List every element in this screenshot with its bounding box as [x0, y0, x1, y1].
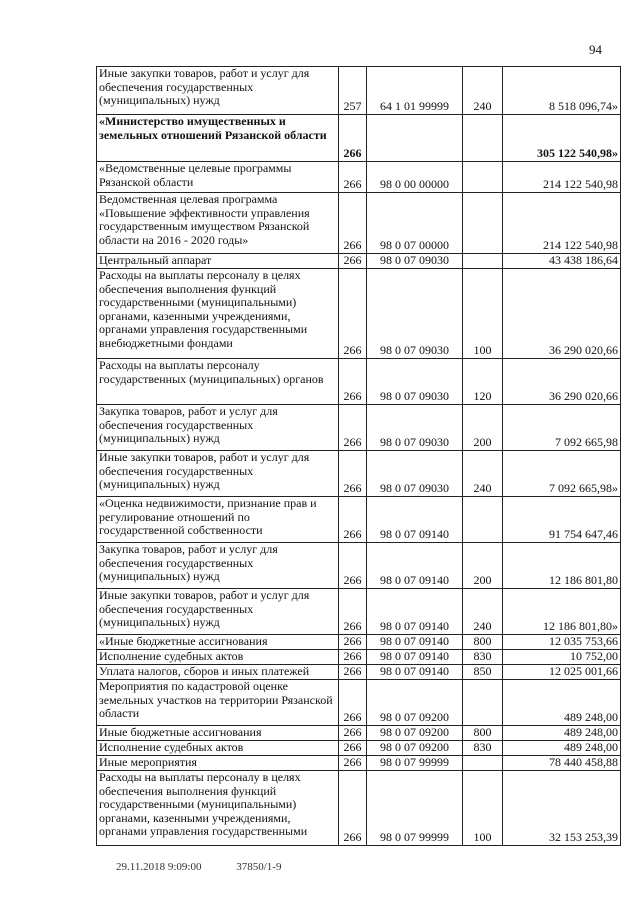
gr-cell: 266: [339, 726, 367, 741]
name-cell: Мероприятия по кадастровой оценке земельных участков на территории Рязанской области: [97, 680, 339, 726]
vr-cell: 850: [463, 665, 503, 680]
code-cell: 98 0 07 09030: [367, 269, 463, 359]
table-row: [97, 756, 621, 771]
code-cell: 98 0 07 09140: [367, 589, 463, 635]
code-cell: 98 0 07 09140: [367, 497, 463, 543]
gr-cell: 266: [339, 589, 367, 635]
gr-cell: 266: [339, 635, 367, 650]
sum-cell: 305 122 540,98»: [503, 115, 621, 162]
code-cell: 98 0 07 09140: [367, 650, 463, 665]
gr-cell: 266: [339, 650, 367, 665]
code-cell: [367, 115, 463, 162]
code-cell: 98 0 07 09030: [367, 254, 463, 269]
sum-cell: 36 290 020,66: [503, 269, 621, 359]
table-row: [97, 650, 621, 665]
sum-cell: 214 122 540,98: [503, 193, 621, 254]
gr-cell: 266: [339, 741, 367, 756]
sum-cell: 12 186 801,80: [503, 543, 621, 589]
sum-cell: 36 290 020,66: [503, 359, 621, 405]
table-row: [97, 589, 621, 635]
name-cell: Уплата налогов, сборов и иных платежей: [97, 665, 339, 680]
vr-cell: [463, 680, 503, 726]
name-cell: Расходы на выплаты персоналу в целях обеспечения выполнения функций государственными (муниципальными) органами, казенными учреждениями, органами управления государственными внебюджетными фондами: [97, 269, 339, 359]
table-row: [97, 451, 621, 497]
name-cell: Центральный аппарат: [97, 254, 339, 269]
gr-cell: 266: [339, 193, 367, 254]
gr-cell: 266: [339, 680, 367, 726]
table-row: [97, 726, 621, 741]
sum-cell: 91 754 647,46: [503, 497, 621, 543]
code-cell: 98 0 07 09030: [367, 359, 463, 405]
gr-cell: 266: [339, 162, 367, 193]
budget-table: [96, 66, 621, 846]
name-cell: Расходы на выплаты персоналу государственных (муниципальных) органов: [97, 359, 339, 405]
sum-cell: 10 752,00: [503, 650, 621, 665]
name-cell: Иные закупки товаров, работ и услуг для обеспечения государственных (муниципальных) нужд: [97, 589, 339, 635]
table-row: [97, 115, 621, 162]
name-cell: «Иные бюджетные ассигнования: [97, 635, 339, 650]
gr-cell: 266: [339, 269, 367, 359]
budget-table-body: [97, 67, 621, 846]
vr-cell: [463, 497, 503, 543]
vr-cell: 120: [463, 359, 503, 405]
name-cell: Расходы на выплаты персоналу в целях обеспечения выполнения функций государственными (муниципальными) органами, казенными учреждениями, органами управления государственными: [97, 771, 339, 846]
code-cell: 98 0 07 09140: [367, 543, 463, 589]
code-cell: 98 0 07 09140: [367, 665, 463, 680]
code-cell: 98 0 07 09200: [367, 741, 463, 756]
page-number: 94: [589, 42, 602, 57]
vr-cell: [463, 254, 503, 269]
table-row: [97, 193, 621, 254]
gr-cell: 266: [339, 665, 367, 680]
table-row: [97, 254, 621, 269]
sum-cell: 12 035 753,66: [503, 635, 621, 650]
gr-cell: 266: [339, 115, 367, 162]
vr-cell: 100: [463, 269, 503, 359]
vr-cell: [463, 193, 503, 254]
vr-cell: 800: [463, 635, 503, 650]
vr-cell: 830: [463, 741, 503, 756]
gr-cell: 266: [339, 254, 367, 269]
sum-cell: 489 248,00: [503, 726, 621, 741]
sum-cell: 12 186 801,80»: [503, 589, 621, 635]
vr-cell: [463, 162, 503, 193]
table-row: [97, 680, 621, 726]
name-cell: Иные бюджетные ассигнования: [97, 726, 339, 741]
table-row: [97, 665, 621, 680]
code-cell: 98 0 07 09140: [367, 635, 463, 650]
sum-cell: 43 438 186,64: [503, 254, 621, 269]
table-row: [97, 771, 621, 846]
name-cell: Иные закупки товаров, работ и услуг для обеспечения государственных (муниципальных) нужд: [97, 451, 339, 497]
page-footer: [116, 861, 281, 873]
name-cell: «Министерство имущественных и земельных отношений Рязанской области: [97, 115, 339, 162]
table-row: [97, 635, 621, 650]
table-row: [97, 543, 621, 589]
table-row: [97, 359, 621, 405]
gr-cell: 266: [339, 451, 367, 497]
name-cell: Закупка товаров, работ и услуг для обеспечения государственных (муниципальных) нужд: [97, 543, 339, 589]
sum-cell: 8 518 096,74»: [503, 67, 621, 115]
vr-cell: 200: [463, 543, 503, 589]
code-cell: 98 0 07 99999: [367, 756, 463, 771]
table-row: [97, 405, 621, 451]
sum-cell: 12 025 001,66: [503, 665, 621, 680]
vr-cell: 240: [463, 451, 503, 497]
gr-cell: 266: [339, 543, 367, 589]
name-cell: Иные мероприятия: [97, 756, 339, 771]
vr-cell: 240: [463, 589, 503, 635]
sum-cell: 7 092 665,98: [503, 405, 621, 451]
vr-cell: [463, 115, 503, 162]
vr-cell: [463, 756, 503, 771]
name-cell: Исполнение судебных актов: [97, 741, 339, 756]
name-cell: Исполнение судебных актов: [97, 650, 339, 665]
code-cell: 98 0 07 09030: [367, 405, 463, 451]
table-row: [97, 67, 621, 115]
sum-cell: 489 248,00: [503, 741, 621, 756]
code-cell: 98 0 00 00000: [367, 162, 463, 193]
vr-cell: 800: [463, 726, 503, 741]
gr-cell: 266: [339, 359, 367, 405]
code-cell: 98 0 07 09200: [367, 680, 463, 726]
gr-cell: 266: [339, 405, 367, 451]
code-cell: 64 1 01 99999: [367, 67, 463, 115]
document-code: 37850/1-9: [236, 861, 282, 873]
code-cell: 98 0 07 09030: [367, 451, 463, 497]
table-row: [97, 741, 621, 756]
sum-cell: 489 248,00: [503, 680, 621, 726]
sum-cell: 78 440 458,88: [503, 756, 621, 771]
table-row: [97, 269, 621, 359]
gr-cell: 266: [339, 497, 367, 543]
vr-cell: 100: [463, 771, 503, 846]
print-timestamp: 29.11.2018 9:09:00: [116, 861, 202, 873]
gr-cell: 266: [339, 771, 367, 846]
vr-cell: 240: [463, 67, 503, 115]
vr-cell: 200: [463, 405, 503, 451]
code-cell: 98 0 07 99999: [367, 771, 463, 846]
name-cell: Закупка товаров, работ и услуг для обеспечения государственных (муниципальных) нужд: [97, 405, 339, 451]
table-row: [97, 497, 621, 543]
name-cell: «Оценка недвижимости, признание прав и регулирование отношений по государственной собственности: [97, 497, 339, 543]
name-cell: «Ведомственные целевые программы Рязанской области: [97, 162, 339, 193]
sum-cell: 214 122 540,98: [503, 162, 621, 193]
sum-cell: 7 092 665,98»: [503, 451, 621, 497]
code-cell: 98 0 07 00000: [367, 193, 463, 254]
gr-cell: 257: [339, 67, 367, 115]
code-cell: 98 0 07 09200: [367, 726, 463, 741]
table-row: [97, 162, 621, 193]
sum-cell: 32 153 253,39: [503, 771, 621, 846]
vr-cell: 830: [463, 650, 503, 665]
name-cell: Иные закупки товаров, работ и услуг для обеспечения государственных (муниципальных) нужд: [97, 67, 339, 115]
gr-cell: 266: [339, 756, 367, 771]
name-cell: Ведомственная целевая программа «Повышение эффективности управления государственным имуществом Рязанской области на 2016 - 2020 годы»: [97, 193, 339, 254]
